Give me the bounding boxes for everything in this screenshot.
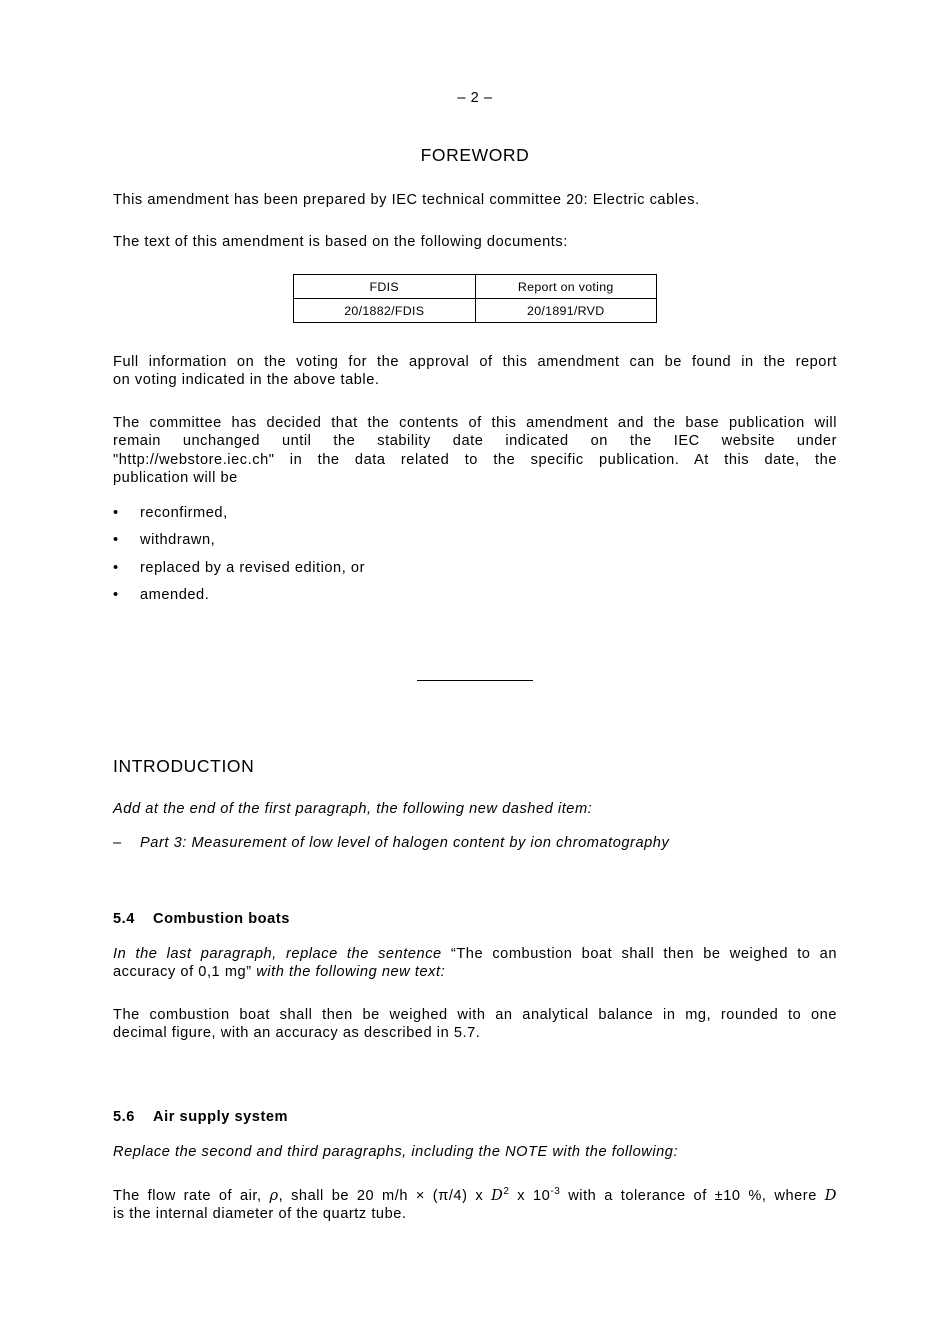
dashed-item — [113, 835, 669, 851]
dash-marker: – — [113, 835, 122, 851]
text-line: The committee has decided that the contents of this amendment and the base publication will — [113, 415, 837, 431]
formula-text: The flow rate of air, — [113, 1188, 270, 1204]
text-line: "http://webstore.iec.ch" in the data related to the specific publication. At this date, the — [113, 451, 837, 468]
bullet-icon: • — [113, 532, 119, 548]
table-header-row — [294, 275, 657, 299]
table-header-fdis: FDIS — [294, 275, 476, 299]
section-heading-5-4 — [113, 911, 290, 927]
table-cell-fdis: 20/1882/FDIS — [294, 299, 476, 323]
diameter-symbol: D — [491, 1187, 504, 1204]
rho-symbol: ρ — [269, 1187, 279, 1204]
formula-text: with a tolerance of ±10 %, where — [560, 1188, 825, 1204]
table-row — [294, 299, 657, 323]
list-item-text: withdrawn, — [140, 532, 216, 548]
section-title: Combustion boats — [153, 911, 290, 927]
section-5-6-instruction: Replace the second and third paragraphs, including the NOTE with the following: — [113, 1144, 679, 1160]
exponent: 2 — [503, 1186, 510, 1197]
list-item-text: replaced by a revised edition, or — [140, 560, 366, 576]
text-line: is the internal diameter of the quartz tube. — [113, 1206, 407, 1223]
foreword-paragraph-3 — [113, 353, 837, 390]
text-line: decimal figure, with an accuracy as described in 5.7. — [113, 1025, 481, 1042]
text-line — [113, 1187, 837, 1205]
text-line: remain unchanged until the stability date indicated on the IEC website under — [113, 433, 837, 450]
exponent: -3 — [550, 1186, 561, 1197]
list-item-text: reconfirmed, — [140, 505, 228, 521]
table-cell-rvd: 20/1891/RVD — [475, 299, 657, 323]
quoted-text: “The combustion boat shall then be weighed to an — [441, 946, 837, 962]
separator-rule — [417, 680, 533, 681]
text-line: publication will be — [113, 469, 238, 486]
foreword-paragraph-4 — [113, 414, 837, 487]
section-number: 5.4 — [113, 911, 135, 927]
text-line — [113, 963, 837, 981]
diameter-symbol: D — [824, 1187, 837, 1204]
bullet-icon: • — [113, 587, 119, 603]
text-line: Full information on the voting for the approval of this amendment can be found in the report — [113, 354, 837, 370]
voting-documents-table — [293, 274, 657, 323]
section-number: 5.6 — [113, 1109, 135, 1125]
section-5-6-formula-paragraph — [113, 1187, 837, 1224]
section-5-4-instruction — [113, 945, 837, 982]
list-item-text: amended. — [140, 587, 210, 603]
text-line: on voting indicated in the above table. — [113, 372, 380, 389]
section-title: Air supply system — [153, 1109, 289, 1125]
instruction-italic: In the last paragraph, replace the sentence — [113, 946, 442, 962]
quoted-text: accuracy of 0,1 mg” — [113, 964, 252, 981]
instruction-italic: with the following new text: — [251, 964, 446, 981]
foreword-title: FOREWORD — [420, 145, 530, 165]
page-number: – 2 – — [457, 90, 493, 106]
table-header-report: Report on voting — [475, 275, 657, 299]
text-line — [113, 945, 837, 963]
section-heading-5-6 — [113, 1109, 288, 1125]
section-5-4-new-text — [113, 1006, 837, 1043]
dashed-item-text: Part 3: Measurement of low level of halogen content by ion chromatography — [140, 835, 670, 851]
introduction-instruction: Add at the end of the first paragraph, the following new dashed item: — [113, 801, 593, 817]
foreword-paragraph-1: This amendment has been prepared by IEC technical committee 20: Electric cables. — [113, 192, 700, 208]
formula-text: x 10 — [509, 1188, 551, 1204]
bullet-icon: • — [113, 505, 119, 521]
foreword-paragraph-2: The text of this amendment is based on the following documents: — [113, 234, 568, 250]
formula-text: , shall be 20 m/h × (π/4) x — [278, 1188, 492, 1204]
text-line: The combustion boat shall then be weighed with an analytical balance in mg, rounded to one — [113, 1007, 837, 1023]
bullet-icon: • — [113, 560, 119, 576]
introduction-title: INTRODUCTION — [113, 756, 255, 776]
